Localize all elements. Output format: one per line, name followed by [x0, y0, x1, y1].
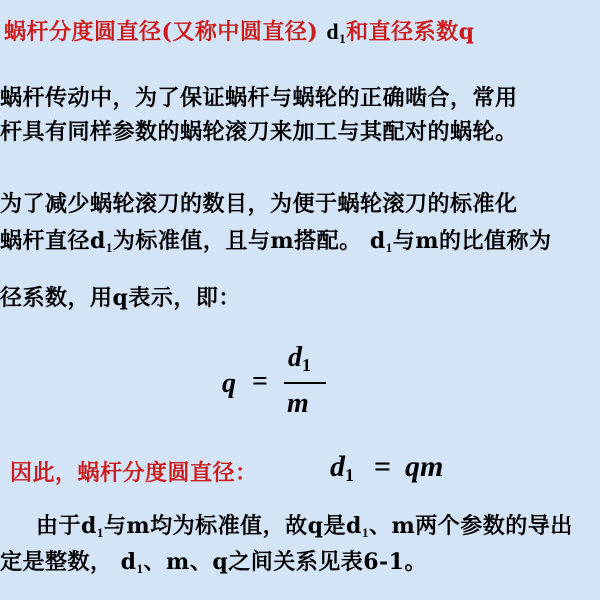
para2-line3: 径系数，用q表示，即： — [0, 285, 241, 311]
formula-q-denominator: m — [287, 388, 309, 419]
para3-line2-sub: 1 — [136, 561, 144, 576]
para2-line2-c: 与m的比值称为 — [392, 228, 552, 254]
para2-line1: 为了减少蜗轮滚刀的数目，为便于蜗轮滚刀的标准化 — [0, 191, 518, 217]
para3-line2 — [0, 548, 427, 576]
conclusion-label: 因此，蜗杆分度圆直径： — [10, 460, 258, 486]
para2-line2 — [0, 227, 552, 255]
para2-line2-sub: 1 — [105, 240, 113, 255]
formula-q-lhs: q — [222, 368, 236, 399]
para3-line2-a: 定是整数， d — [0, 549, 137, 575]
para3-line1-c: 、m两个参数的导出 — [368, 513, 573, 539]
formula-d1-equals: = — [374, 450, 392, 483]
para2-line2-a: 蜗杆直径d — [0, 228, 106, 254]
para3-line1-sub: 1 — [96, 525, 104, 540]
para3-line1 — [36, 512, 573, 540]
formula-d1-lhs: $d_1$ — [330, 450, 354, 485]
formula-d1-rhs: qm — [405, 450, 444, 483]
title-d-subscript: 1 — [339, 31, 347, 46]
para3-line1-a: 由于d — [36, 513, 97, 539]
para1-line2: 杆具有同样参数的蜗轮滚刀来加工与其配对的蜗轮。 — [0, 119, 518, 145]
para3-line2-b: 、m、q之间关系见表6-1。 — [143, 549, 427, 575]
formula-q-fraction-bar — [284, 382, 326, 384]
para3-line1-b: 与m均为标准值，故q是d — [103, 513, 362, 539]
formula-q-numerator: $d_1$ — [288, 342, 311, 375]
page-title — [4, 18, 474, 46]
para2-line2-sub2: 1 — [385, 240, 393, 255]
title-text: 蜗杆分度圆直径(又称中圆直径) — [4, 19, 319, 45]
formula-q-equals: = — [252, 366, 268, 397]
para1-line1: 蜗杆传动中，为了保证蜗杆与蜗轮的正确啮合，常用 — [0, 85, 518, 111]
para3-line1-sub2: 1 — [361, 525, 369, 540]
title-suffix: 和直径系数q — [346, 19, 475, 45]
para2-line2-b: 为标准值，且与m搭配。 d — [112, 228, 386, 254]
title-d-symbol: d — [326, 19, 340, 44]
